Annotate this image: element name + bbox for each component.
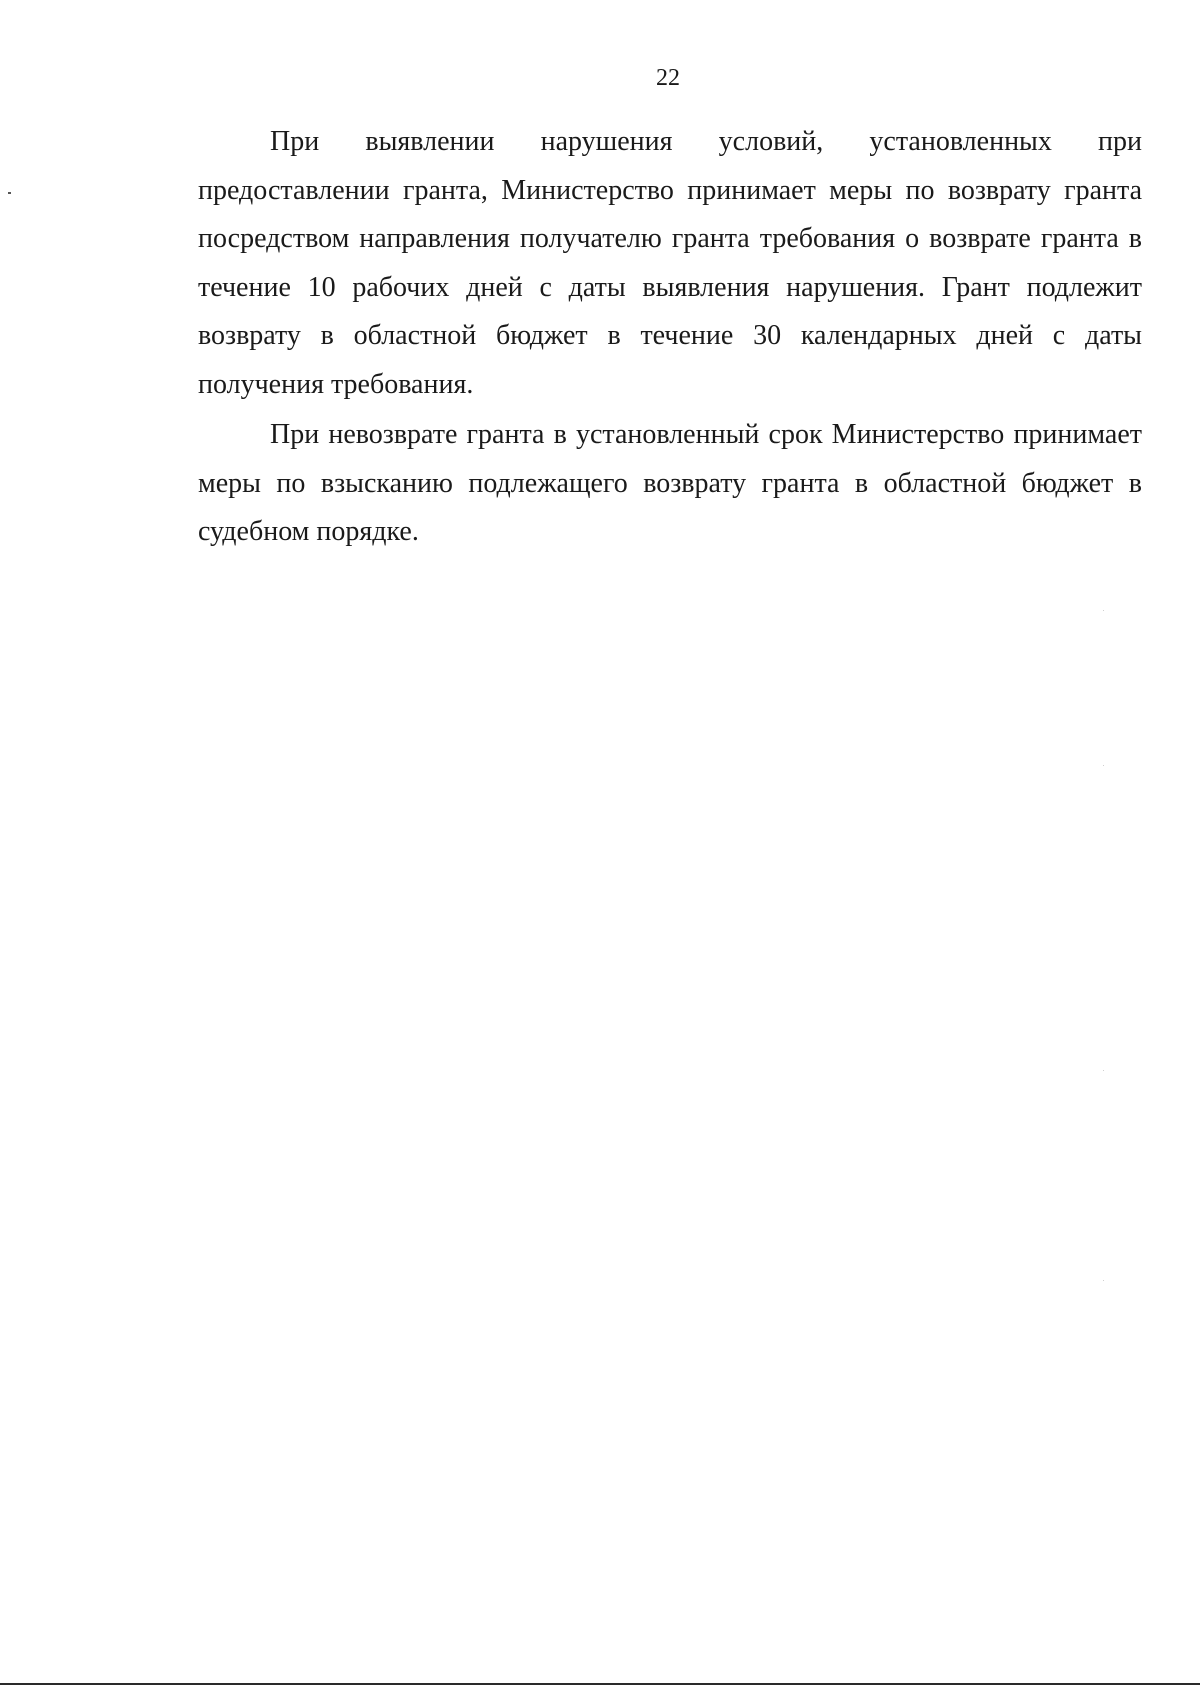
paragraph-grant-return: При выявлении нарушения условий, установленных при предоставлении гранта, Министерство принимает меры по возврату гранта посредством направления получателю гранта требования о возврате гранта в течение 10 рабочих дней с даты выявления нарушения. Грант подлежит возврату в областной бюджет в течение 30 календарных дней с даты получения требования.	[198, 126, 1142, 400]
scan-speck	[1103, 765, 1104, 766]
document-body	[198, 118, 1142, 557]
page-number: 22	[656, 65, 680, 91]
scan-speck	[1103, 610, 1104, 611]
scan-margin-mark	[8, 192, 11, 194]
scan-speck	[1103, 1070, 1104, 1071]
bottom-rule	[0, 1683, 1200, 1685]
paragraph-grant-recovery: При невозврате гранта в установленный срок Министерство принимает меры по взысканию подлежащего возврату гранта в областной бюджет в судебном порядке.	[198, 419, 1142, 547]
scan-speck	[1103, 1280, 1104, 1281]
